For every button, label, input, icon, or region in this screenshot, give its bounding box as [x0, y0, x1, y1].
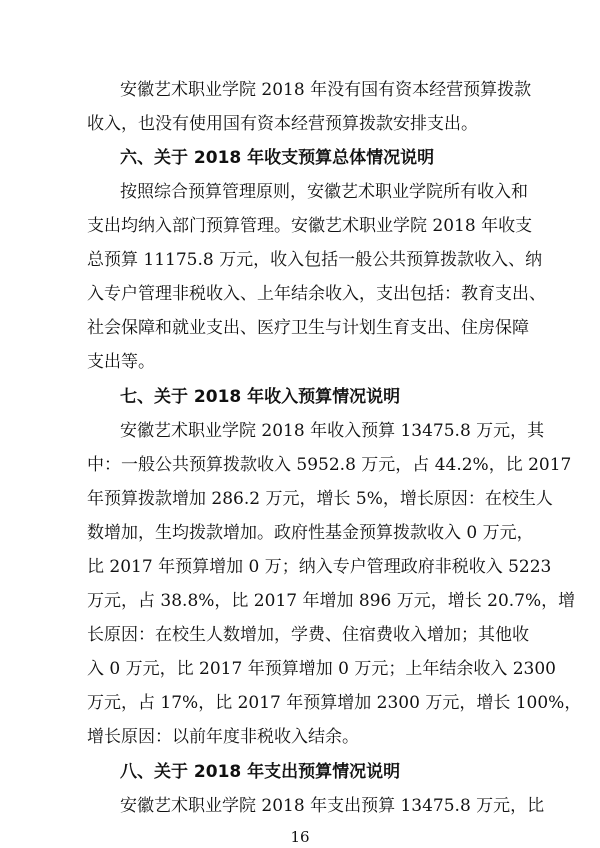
paragraph-line: 安徽艺术职业学院 2018 年收入预算 13475.8 万元，其 [120, 421, 545, 441]
paragraph-line: 长原因：在校生人数增加，学费、住宿费收入增加；其他收 [87, 625, 529, 645]
paragraph-line: 总预算 11175.8 万元，收入包括一般公共预算拨款收入、纳 [87, 250, 543, 270]
section-heading-6: 六、关于 2018 年收支预算总体情况说明 [120, 148, 435, 168]
paragraph-line: 支出均纳入部门预算管理。安徽艺术职业学院 2018 年收支 [87, 216, 533, 236]
page-number: 16 [290, 828, 310, 846]
paragraph-line: 安徽艺术职业学院 2018 年没有国有资本经营预算拨款 [120, 80, 532, 100]
paragraph-line: 万元，占 17%，比 2017 年预算增加 2300 万元，增长 100%， [87, 693, 582, 713]
paragraph-line: 入 0 万元，比 2017 年预算增加 0 万元；上年结余收入 2300 [87, 659, 556, 679]
paragraph-line: 比 2017 年预算增加 0 万；纳入专户管理政府非税收入 5223 [87, 557, 552, 577]
paragraph-line: 收入，也没有使用国有资本经营预算拨款安排支出。 [87, 114, 478, 134]
paragraph-line: 万元，占 38.8%，比 2017 年增加 896 万元，增长 20.7%，增 [87, 591, 576, 611]
paragraph-line: 中：一般公共预算拨款收入 5952.8 万元，占 44.2%，比 2017 [87, 455, 572, 475]
paragraph-line: 社会保障和就业支出、医疗卫生与计划生育支出、住房保障 [87, 318, 529, 338]
paragraph-line: 入专户管理非税收入、上年结余收入，支出包括：教育支出、 [87, 284, 546, 304]
paragraph-line: 支出等。 [87, 352, 155, 372]
paragraph-line: 数增加，生均拨款增加。政府性基金预算拨款收入 0 万元， [87, 523, 534, 543]
paragraph-line: 安徽艺术职业学院 2018 年支出预算 13475.8 万元，比 [120, 796, 545, 816]
paragraph-line: 增长原因：以前年度非税收入结余。 [87, 727, 359, 747]
paragraph-line: 年预算拨款增加 286.2 万元，增长 5%，增长原因：在校生人 [87, 489, 553, 509]
section-heading-7: 七、关于 2018 年收入预算情况说明 [120, 387, 401, 407]
paragraph-line: 按照综合预算管理原则，安徽艺术职业学院所有收入和 [120, 182, 528, 202]
section-heading-8: 八、关于 2018 年支出预算情况说明 [120, 762, 401, 782]
